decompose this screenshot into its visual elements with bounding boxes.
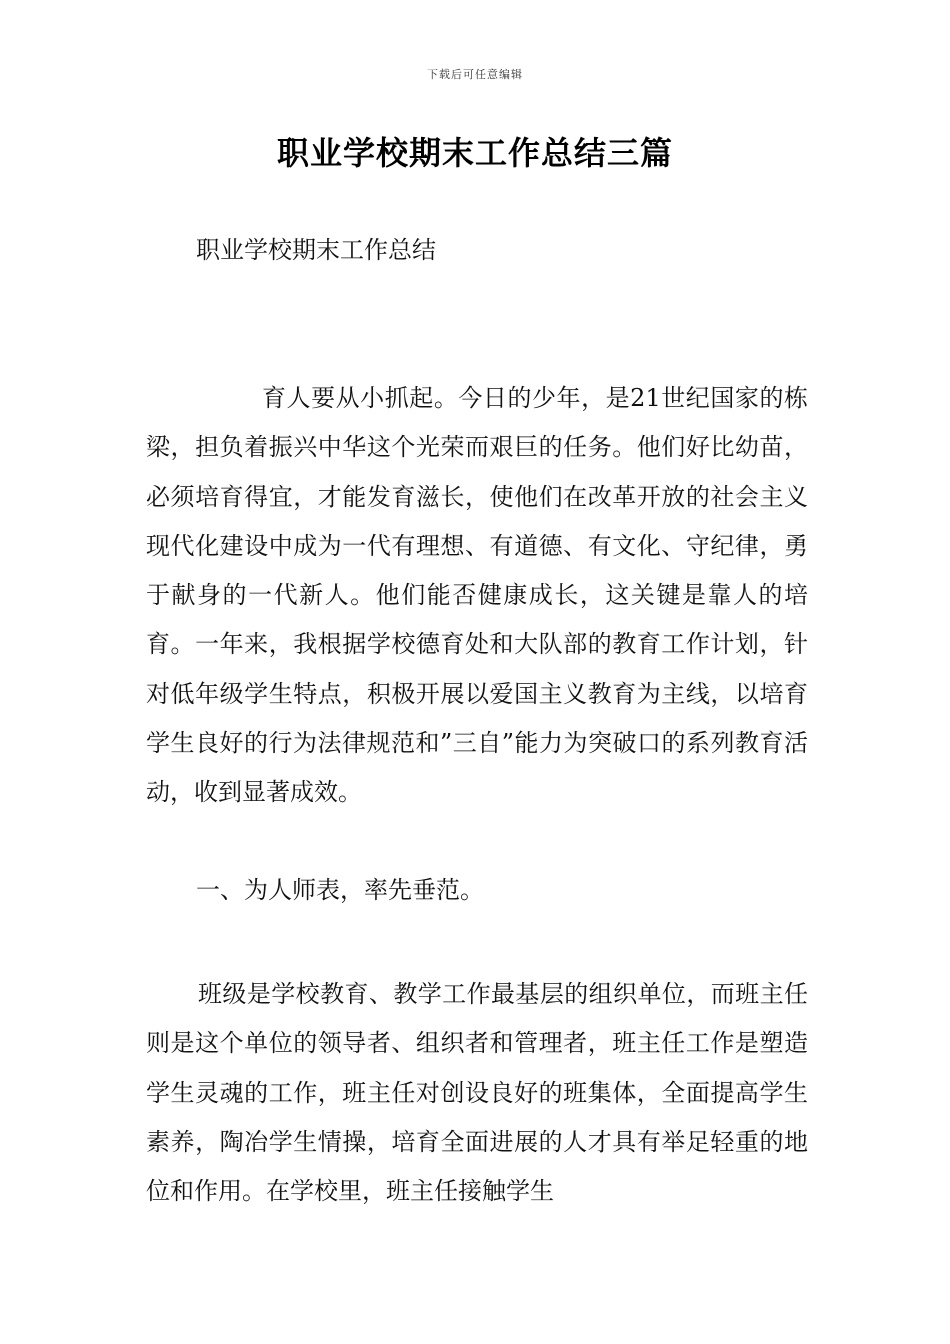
document-subtitle: 职业学校期末工作总结: [196, 236, 436, 264]
document-title: 职业学校期末工作总结三篇: [276, 134, 673, 172]
body-paragraph-intro: 育人要从小抓起。今日的少年，是21世纪国家的栋梁，担负着振兴中华这个光荣而艰巨的任务。他们好比幼苗，必须培育得宜，才能发育滋长，使他们在改革开放的社会主义现代化建设中成为一代有理想、有道德、有文化、守纪律，勇于献身的一代新人。他们能否健康成长，这关键是靠人的培育。一年来，我根据学校德育处和大队部的教育工作计划，针对低年级学生特点，积极开展以爱国主义教育为主线，以培育学生良好的行为法律规范和”三自”能力为突破口的系列教育活动，收到显著成效。: [146, 384, 808, 807]
page-header-note: 下载后可任意编辑: [427, 68, 523, 81]
section-heading-1: 一、为人师表，率先垂范。: [196, 876, 484, 904]
body-paragraph-class: 班级是学校教育、教学工作最基层的组织单位，而班主任则是这个单位的领导者、组织者和管理者，班主任工作是塑造学生灵魂的工作，班主任对创设良好的班集体，全面提高学生素养，陶冶学生情操，培育全面进展的人才具有举足轻重的地位和作用。在学校里，班主任接触学生: [146, 980, 808, 1206]
